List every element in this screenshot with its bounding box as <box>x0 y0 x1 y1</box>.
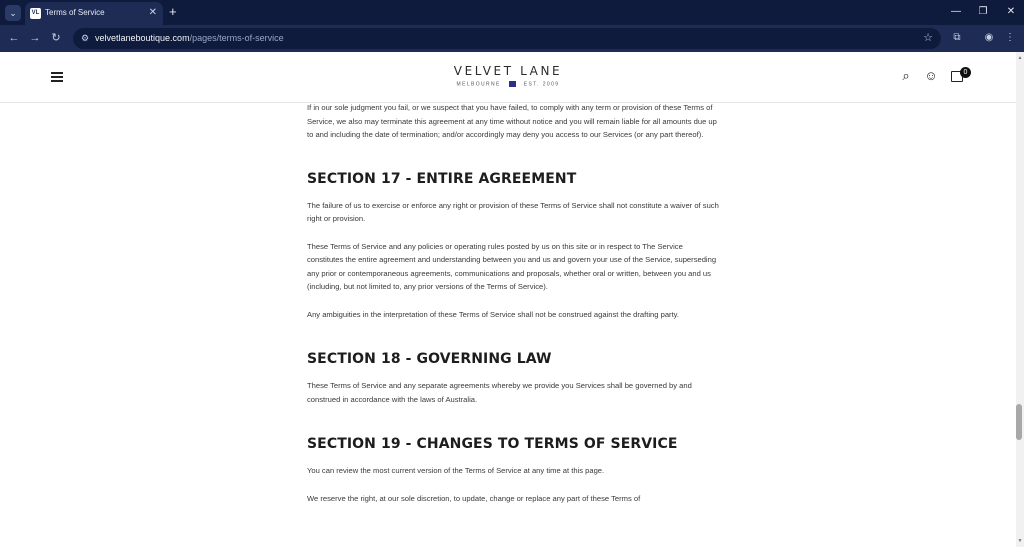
extensions-icon[interactable]: ⧉ <box>953 32 961 43</box>
close-icon[interactable]: ✕ <box>148 7 157 18</box>
paragraph-17c: Any ambiguities in the interpretation of these Terms of Service shall not be construed against the drafting party. <box>307 309 680 319</box>
paragraph-19b: We reserve the right, at our sole discretion, to update, change or replace any part of these Terms of <box>307 493 641 503</box>
logo-tagline <box>0 81 1016 87</box>
tab-favicon: VL <box>30 8 41 19</box>
scrollbar-thumb[interactable] <box>1016 404 1022 440</box>
page-scrollbar[interactable] <box>1016 52 1024 547</box>
forward-icon[interactable]: → <box>29 32 41 44</box>
browser-toolbar <box>0 25 1024 52</box>
browser-tab[interactable] <box>25 2 163 25</box>
heading-section-17: SECTION 17 - ENTIRE AGREEMENT <box>307 170 577 187</box>
tab-title: Terms of Service <box>45 8 105 17</box>
heading-section-18: SECTION 18 - GOVERNING LAW <box>307 351 552 367</box>
site-logo[interactable] <box>0 64 1016 87</box>
menu-icon[interactable]: ⋮ <box>1005 32 1015 43</box>
site-header <box>0 52 1016 103</box>
url-path: /pages/terms-of-service <box>189 33 284 43</box>
paragraph-18: These Terms of Service and any separate agreements whereby we provide you Services shall be governed by and construed in accordance with the laws of Australia. <box>307 381 692 404</box>
paragraph-17b: These Terms of Service and any policies or operating rules posted by us on this site or in respect to The Service constitutes the entire agreement and understanding between you and us and govern your use of the Service, superseding any prior or contemporaneous agreements, communications and proposals, whether oral or written, between you and us (including, but not limited to, any prior versions of the Terms of Service). <box>307 241 717 291</box>
site-info-icon[interactable]: ⚙ <box>81 33 90 43</box>
paragraph-17a: The failure of us to exercise or enforce any right or provision of these Terms of Service shall not constitute a waiver of such right or provision. <box>307 200 719 223</box>
star-icon[interactable]: ☆ <box>923 32 933 44</box>
paragraph-termination: If in our sole judgment you fail, or we suspect that you have failed, to comply with any term or provision of these Terms of Service, we also may terminate this agreement at any time without notice and you will remain liable for all amounts due up to and including the date of termination; and/or accordingly may deny you access to our Services (or any part thereof). <box>307 103 717 139</box>
address-bar[interactable] <box>73 28 941 49</box>
url-text[interactable] <box>95 33 284 44</box>
tab-search-icon[interactable]: ⌄ <box>5 5 21 21</box>
browser-tabstrip <box>0 0 1024 25</box>
search-icon[interactable]: ⌕ <box>902 68 910 83</box>
paragraph-19a: You can review the most current version of the Terms of Service at any time at this page. <box>307 466 605 475</box>
plus-icon[interactable]: + <box>169 4 177 19</box>
scroll-down-icon[interactable]: ▼ <box>1017 538 1023 544</box>
account-icon[interactable]: ☺ <box>924 68 938 83</box>
logo-wordmark: VELVET LANE <box>453 64 563 78</box>
cart-button[interactable] <box>951 68 971 86</box>
reload-icon[interactable]: ↻ <box>51 32 61 44</box>
terms-content <box>307 103 719 505</box>
minimize-icon[interactable]: — <box>951 6 961 17</box>
heading-section-19: SECTION 19 - CHANGES TO TERMS OF SERVICE <box>307 436 678 452</box>
profile-icon[interactable]: ◉ <box>984 32 994 43</box>
url-host: velvetlaneboutique.com <box>95 33 190 43</box>
logo-established: EST. 2009 <box>523 81 560 88</box>
window-close-icon[interactable]: ✕ <box>1006 6 1016 17</box>
flag-icon <box>509 81 516 87</box>
logo-city: MELBOURNE <box>456 81 501 88</box>
back-icon[interactable]: ← <box>8 32 20 44</box>
restore-icon[interactable]: ❐ <box>978 6 988 17</box>
scroll-up-icon[interactable]: ▲ <box>1017 55 1023 61</box>
cart-count-badge: 0 <box>960 67 971 78</box>
